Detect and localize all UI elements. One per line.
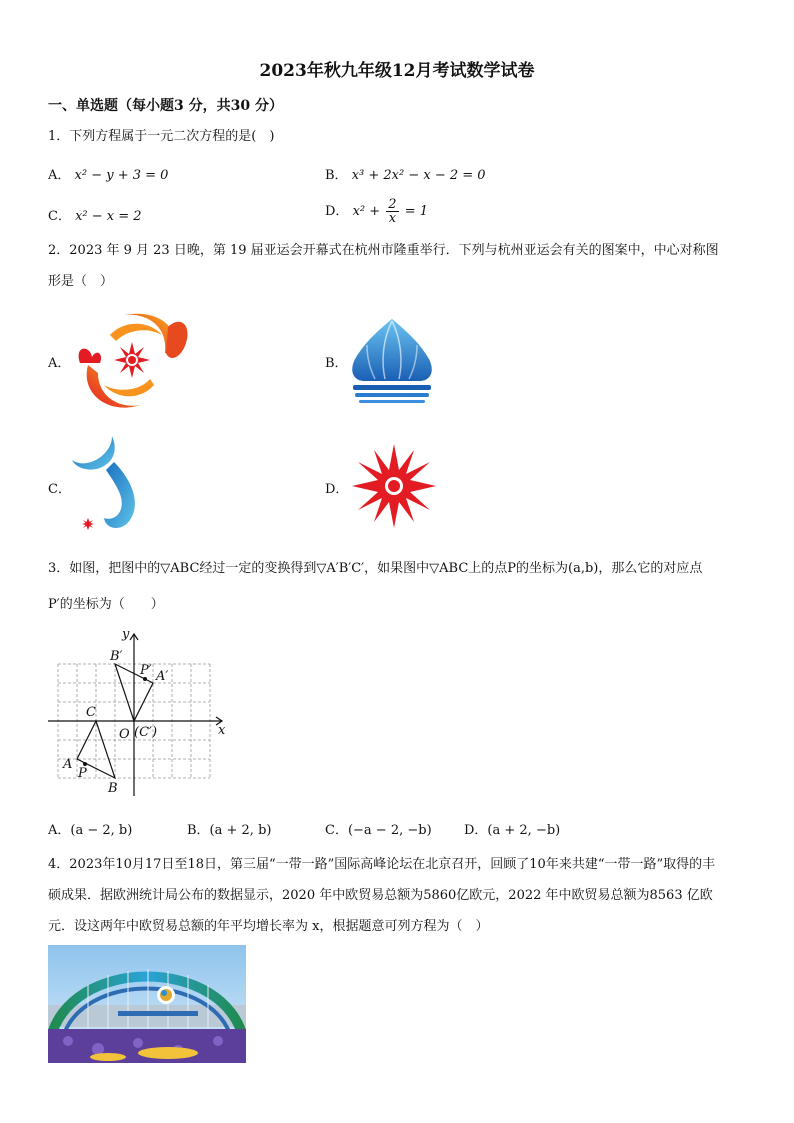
q4-stem-line3: 元．设这两年中欧贸易总额的年平均增长率为 x，根据题意可列方程为（ ） <box>48 919 489 934</box>
q3-option-b[interactable]: B．(a + 2, b) <box>187 823 272 838</box>
q3-stem-line2: P′的坐标为（ ） <box>48 597 164 612</box>
q3-option-c[interactable]: C．(−a − 2, −b) <box>325 823 432 838</box>
option-expression: x² − y + 3 = 0 <box>74 168 169 183</box>
option-expression-post: = 1 <box>404 204 429 219</box>
q1-stem: 1．下列方程属于一元二次方程的是( ) <box>48 129 275 144</box>
phoenix-sun-emblem-image <box>70 305 195 415</box>
b-prime-label: B′ <box>110 649 123 664</box>
section-heading: 一、单选题（每小题3 分，共30 分） <box>48 98 283 114</box>
y-axis-label: y <box>122 627 130 642</box>
q2-option-b-label[interactable]: B． <box>325 356 348 371</box>
q4-stem-line1: 4．2023年10月17日至18日，第三届“一带一路”国际高峰论坛在北京召开，回顾了10年来共建“一带一路”取得的丰 <box>48 857 716 872</box>
forum-venue-photo <box>48 945 246 1063</box>
q3-option-d[interactable]: D．(a + 2, −b) <box>464 823 561 838</box>
origin-label: O <box>119 727 130 742</box>
option-label: B． <box>325 168 348 183</box>
q1-option-a[interactable] <box>48 164 168 183</box>
option-expression-pre: x² + <box>352 204 381 219</box>
q2-stem-line1: 2．2023 年 9 月 23 日晚，第 19 届亚运会开幕式在杭州市隆重举行．下列与杭州亚运会有关的图案中，中心对称图 <box>48 243 719 258</box>
q2-option-c-label[interactable]: C． <box>48 482 71 497</box>
fraction <box>386 198 398 225</box>
fish-tail-emblem-image <box>70 432 145 536</box>
q2-option-a-label[interactable]: A． <box>48 356 71 371</box>
q2-option-d-label[interactable]: D． <box>325 482 349 497</box>
b-label: B <box>108 781 118 796</box>
a-prime-label: A′ <box>156 669 169 684</box>
lotus-stadium-emblem-image <box>345 315 440 407</box>
q3-stem-line1: 3．如图，把图中的▽ABC经过一定的变换得到▽A′B′C′，如果图中▽ABC上的点P的坐标为(a,b)，那么它的对应点 <box>48 561 703 576</box>
fraction-denominator: x <box>388 211 397 226</box>
a-label: A <box>63 757 73 772</box>
fraction-numerator: 2 <box>388 197 397 212</box>
q2-stem-line2: 形是（ ） <box>48 274 114 289</box>
q1-option-d[interactable] <box>325 198 428 225</box>
option-label: C． <box>48 209 71 224</box>
page-title: 2023年秋九年级12月考试数学试卷 <box>259 61 535 81</box>
p-prime-label: P′ <box>140 663 152 678</box>
red-sun-emblem-image <box>350 442 438 530</box>
c-prime-label: (C′) <box>134 725 158 740</box>
q1-option-b[interactable] <box>325 164 486 183</box>
axes <box>48 634 222 796</box>
x-axis-label: x <box>218 723 226 738</box>
option-expression: x³ + 2x² − x − 2 = 0 <box>351 168 486 183</box>
c-label: C <box>86 705 96 720</box>
q1-option-c[interactable] <box>48 205 142 224</box>
q3-option-a[interactable]: A．(a − 2, b) <box>48 823 133 838</box>
q4-stem-line2: 硕成果．据欧洲统计局公布的数据显示，2020 年中欧贸易总额为5860亿欧元，2022 年中欧贸易总额为8563 亿欧 <box>48 888 713 903</box>
coordinate-grid-figure <box>44 620 234 800</box>
option-expression: x² − x = 2 <box>75 209 142 224</box>
option-label: A． <box>48 168 71 183</box>
option-label: D． <box>325 204 349 219</box>
p-label: P <box>78 766 87 781</box>
